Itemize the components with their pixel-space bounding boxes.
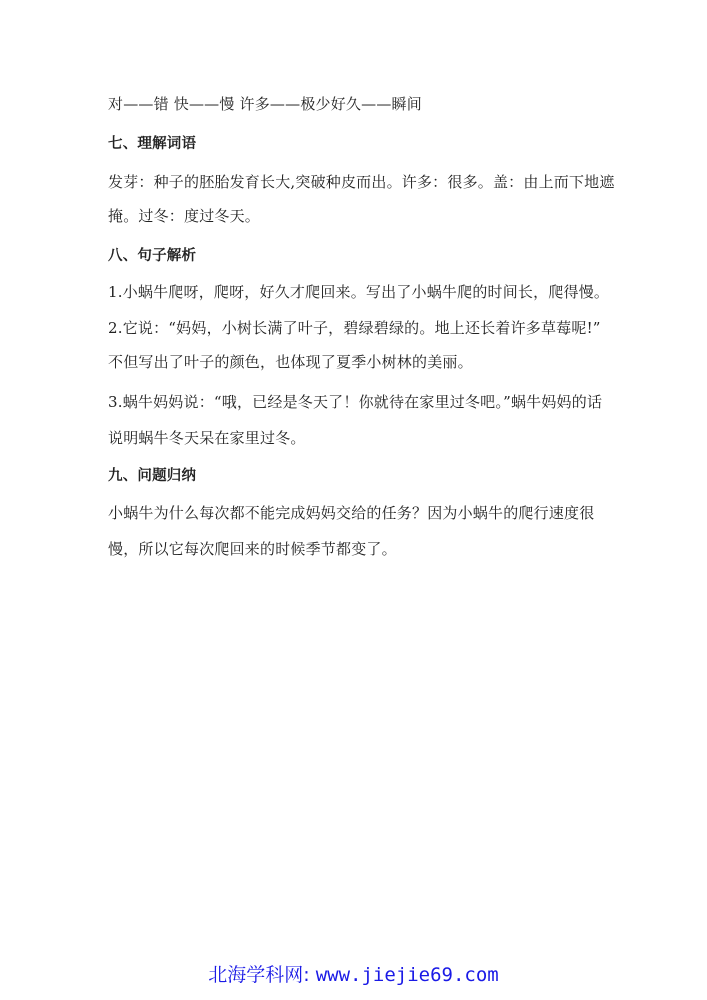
section-7-heading: 七、理解词语: [108, 136, 197, 152]
section-7-line-2: 掩。过冬：度过冬天。: [108, 207, 261, 225]
section-9-line-2: 慢，所以它每次爬回来的时候季节都变了。: [108, 540, 397, 558]
section-8-line-4: 3.蜗牛妈妈说：“哦，已经是冬天了！你就待在家里过冬吧。”蜗牛妈妈的话: [108, 393, 603, 411]
footer-watermark: [0, 962, 707, 988]
section-8-line-5: 说明蜗牛冬天呆在家里过冬。: [108, 429, 306, 447]
antonyms-line: 对——错 快——慢 许多——极少好久——瞬间: [108, 95, 422, 113]
section-7-line-1: 发芽：种子的胚胎发育长大,突破种皮而出。许多：很多。盖：由上而下地遮: [108, 173, 615, 191]
section-9-heading: 九、问题归纳: [108, 468, 197, 484]
section-9-line-1: 小蜗牛为什么每次都不能完成妈妈交给的任务？因为小蜗牛的爬行速度很: [108, 504, 595, 522]
section-8-line-2: 2.它说：“妈妈，小树长满了叶子，碧绿碧绿的。地上还长着许多草莓呢!”: [108, 319, 601, 337]
footer-url[interactable]: www.jiejie69.com: [315, 964, 499, 986]
section-8-line-3: 不但写出了叶子的颜色，也体现了夏季小树林的美丽。: [108, 353, 473, 371]
section-8-heading: 八、句子解析: [108, 248, 197, 264]
section-8-line-1: 1.小蜗牛爬呀，爬呀，好久才爬回来。写出了小蜗牛爬的时间长，爬得慢。: [108, 283, 610, 301]
footer-site-name: 北海学科网:: [208, 964, 310, 986]
